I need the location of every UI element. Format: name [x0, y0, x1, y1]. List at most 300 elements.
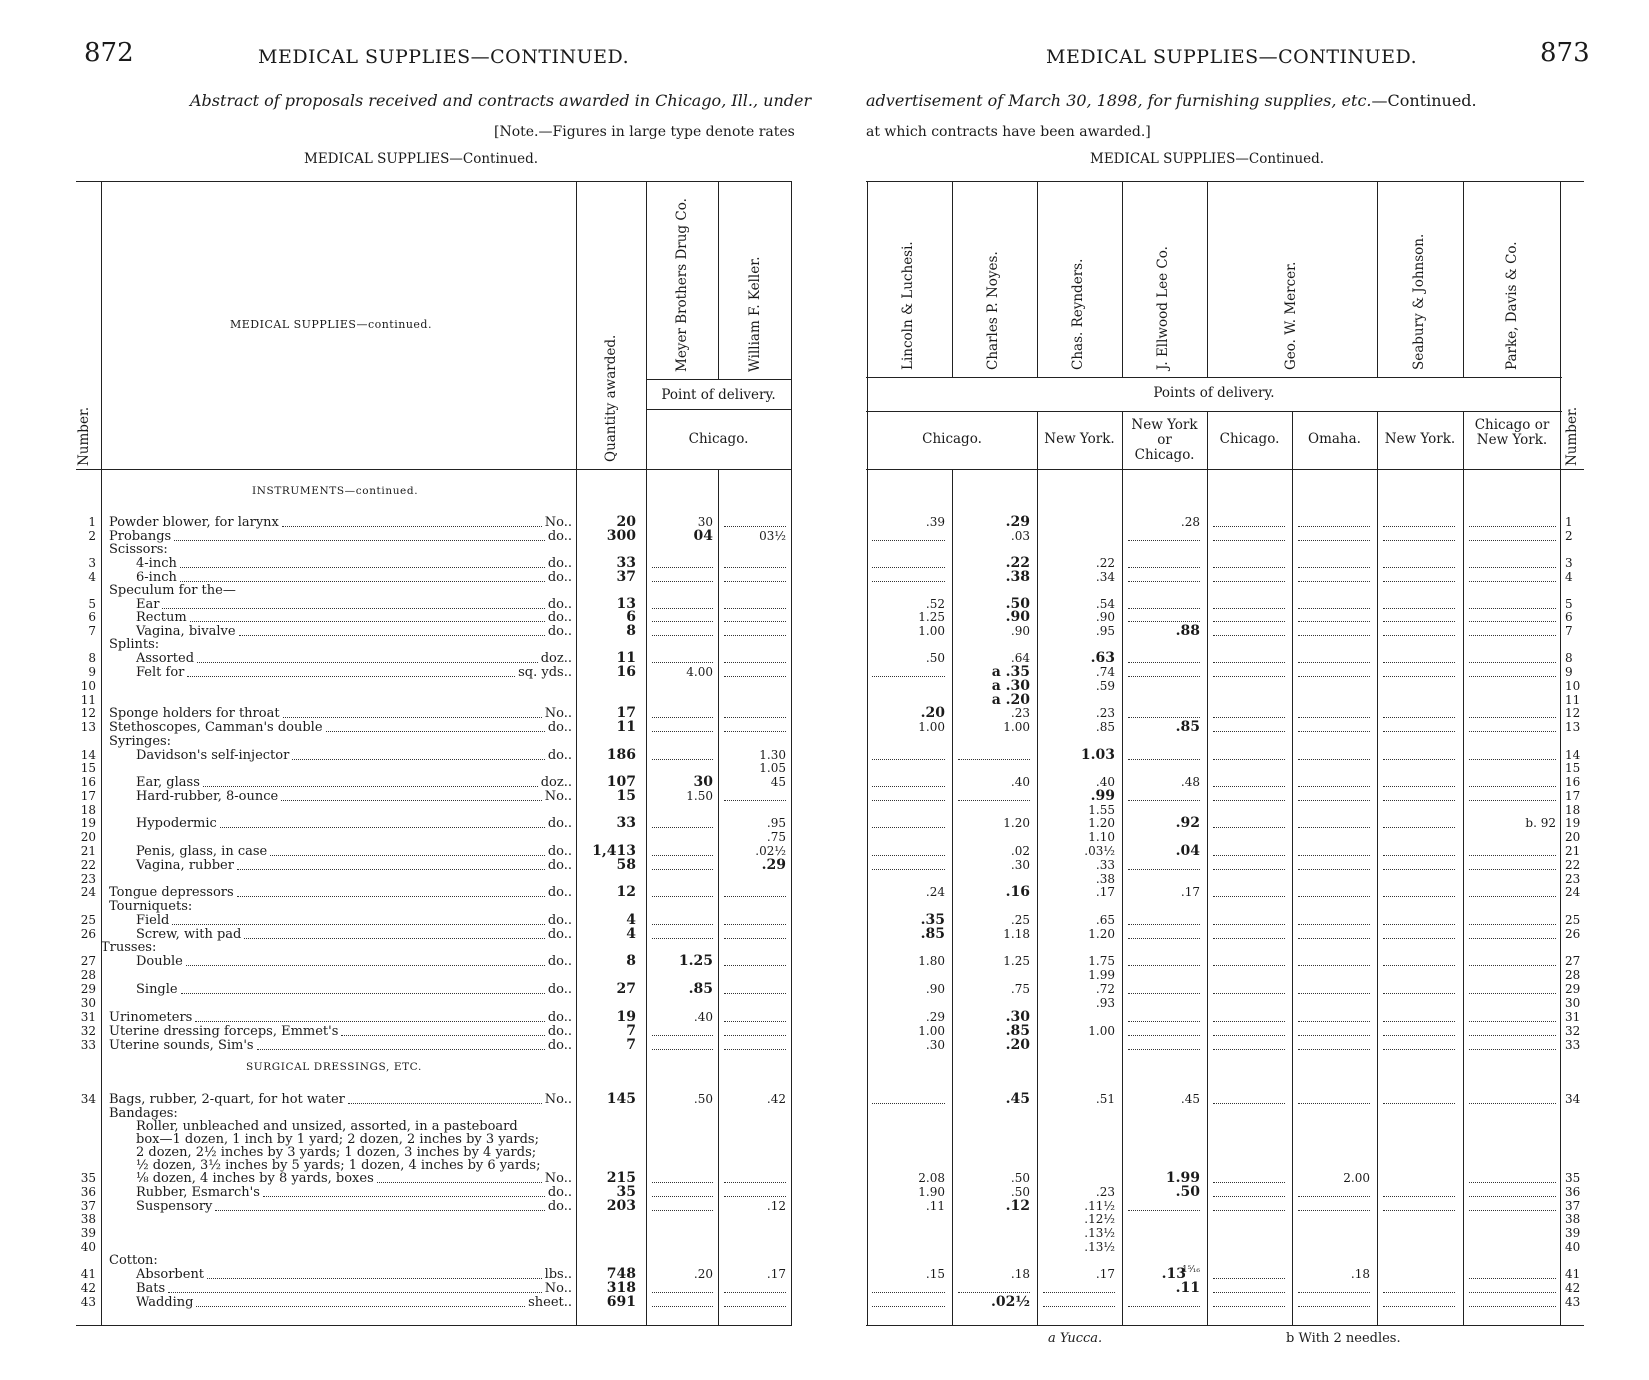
leader-dots [1383, 1021, 1455, 1022]
line-number-right: 17 [1565, 789, 1581, 803]
item-label: Urinometers [109, 1010, 193, 1025]
leader-dots [203, 786, 538, 787]
item-unit: do.. [547, 927, 572, 942]
bid-value: .48 [1180, 775, 1200, 789]
point-6: Chicago or New York. [1474, 417, 1550, 448]
line-number-left: 30 [80, 996, 96, 1010]
leader-dots [341, 1035, 544, 1036]
leader-dots [162, 608, 544, 609]
quantity-value: 19 [616, 1009, 636, 1025]
bidder-lee: J. Ellwood Lee Co. [1155, 246, 1171, 370]
leader-dots [1298, 1306, 1370, 1307]
leader-dots [872, 1103, 945, 1104]
bid-value: .30 [925, 1038, 945, 1052]
bid-value: 1⁵⁄₁₆ [1181, 1265, 1200, 1275]
leader-dots [1298, 540, 1370, 541]
item-label: box—1 dozen, 1 inch by 1 yard; 2 dozen, 2 inches by 3 yards; [136, 1132, 539, 1147]
bid-value: 1.03 [1080, 747, 1115, 763]
bid-value: 1.18 [1003, 927, 1030, 941]
item-label: Trusses: [101, 940, 157, 955]
item-unit: do.. [547, 1185, 572, 1200]
leader-dots [1213, 993, 1285, 994]
leader-dots [1128, 924, 1200, 925]
bid-value: .11 [1175, 1280, 1200, 1296]
leader-dots [652, 621, 713, 622]
leader-dots [1213, 786, 1285, 787]
line-number-left: 42 [80, 1281, 96, 1295]
item-label: Davidson's self-injector [136, 748, 290, 763]
leader-dots [186, 965, 545, 966]
bidder-keller: William F. Keller. [747, 256, 763, 372]
leader-dots [724, 1292, 786, 1293]
bid-value: .11 [925, 1199, 945, 1213]
item-unit: No.. [544, 706, 572, 721]
bid-value: .20 [1005, 1037, 1030, 1053]
leader-dots [1213, 827, 1285, 828]
leader-dots [180, 567, 545, 568]
bid-value: .34 [1095, 570, 1115, 584]
bid-value: 03½ [759, 529, 786, 543]
item-unit: do.. [547, 954, 572, 969]
item-label: Uterine dressing forceps, Emmet's [109, 1024, 339, 1039]
leader-dots [1469, 869, 1556, 870]
item-unit: doz.. [540, 651, 572, 666]
right-subtitle: MEDICAL SUPPLIES—Continued. [1090, 151, 1325, 167]
line-number-left: 29 [80, 982, 96, 996]
leader-dots [724, 1182, 786, 1183]
bid-value: .90 [925, 982, 945, 996]
item-unit: No.. [544, 789, 572, 804]
bid-value: 30 [693, 774, 713, 790]
bid-value: .24 [925, 885, 945, 899]
item-label: Tourniquets: [109, 899, 193, 914]
line-number-left: 6 [88, 610, 96, 624]
leader-dots [1298, 1292, 1370, 1293]
leader-dots [1383, 1196, 1455, 1197]
line-number-right: 18 [1565, 803, 1581, 817]
item-label: ⅛ dozen, 4 inches by 8 yards, boxes [136, 1171, 374, 1186]
leader-dots [1298, 1103, 1370, 1104]
leader-dots [1469, 621, 1556, 622]
item-unit: do.. [547, 570, 572, 585]
point-5: New York. [1384, 431, 1456, 447]
leader-dots [1128, 567, 1200, 568]
leader-dots [1213, 759, 1285, 760]
leader-dots [1383, 827, 1455, 828]
right-note: at which contracts have been awarded.] [866, 124, 1151, 140]
bid-value: 1.55 [1088, 803, 1115, 817]
leader-dots [1298, 827, 1370, 828]
leader-dots [724, 1196, 786, 1197]
item-unit: doz.. [540, 775, 572, 790]
leader-dots [1213, 965, 1285, 966]
line-number-left: 40 [80, 1240, 96, 1254]
leader-dots [724, 717, 786, 718]
bid-value: .17 [1095, 885, 1115, 899]
line-number-right: 10 [1565, 679, 1581, 693]
leader-dots [1469, 567, 1556, 568]
line-number-right: 20 [1565, 830, 1581, 844]
leader-dots [1298, 1196, 1370, 1197]
bid-value: 1.20 [1003, 816, 1030, 830]
leader-dots [724, 1306, 786, 1307]
bid-value: .15 [925, 1267, 945, 1281]
leader-dots [1469, 855, 1556, 856]
leader-dots [1469, 581, 1556, 582]
leader-dots [1213, 938, 1285, 939]
item-unit: do.. [547, 885, 572, 900]
leader-dots [1213, 1021, 1285, 1022]
leader-dots [1128, 662, 1200, 663]
leader-dots [1298, 581, 1370, 582]
footnote-b: b With 2 needles. [1286, 1331, 1401, 1346]
leader-dots [257, 1049, 545, 1050]
leader-dots [872, 1292, 945, 1293]
leader-dots [1469, 993, 1556, 994]
leader-dots [1383, 581, 1455, 582]
leader-dots [1469, 1306, 1556, 1307]
line-number-right: 2 [1565, 529, 1573, 543]
leader-dots [1383, 869, 1455, 870]
line-number-right: 37 [1565, 1199, 1581, 1213]
leader-dots [281, 800, 542, 801]
leader-dots [1298, 717, 1370, 718]
leader-dots [1298, 855, 1370, 856]
bid-value: .42 [766, 1092, 786, 1106]
bid-value: 1.30 [759, 748, 786, 762]
left-intro: Abstract of proposals received and contracts awarded in Chicago, Ill., under [190, 91, 812, 110]
line-number-left: 1 [88, 515, 96, 529]
bid-value: 1.20 [1088, 927, 1115, 941]
leader-dots [652, 855, 713, 856]
line-number-right: 42 [1565, 1281, 1581, 1295]
line-number-right: 34 [1565, 1092, 1581, 1106]
leader-dots [1383, 1049, 1455, 1050]
leader-dots [1043, 1292, 1115, 1293]
leader-dots [1469, 1049, 1556, 1050]
leader-dots [239, 635, 545, 636]
leader-dots [652, 731, 713, 732]
leader-dots [1298, 759, 1370, 760]
leader-dots [652, 662, 713, 663]
quantity-value: 35 [616, 1184, 636, 1200]
point-3: Chicago. [1219, 431, 1280, 447]
bid-value: .59 [1095, 679, 1115, 693]
leader-dots [237, 869, 545, 870]
bid-value: 1.00 [1088, 1024, 1115, 1038]
bidder-mercer: Geo. W. Mercer. [1283, 261, 1299, 370]
leader-dots [1383, 1306, 1455, 1307]
bid-value: .13 [1161, 1266, 1186, 1282]
leader-dots [168, 1292, 542, 1293]
leader-dots [1383, 1035, 1455, 1036]
leader-dots [1128, 1035, 1200, 1036]
leader-dots [1128, 1049, 1200, 1050]
leader-dots [1469, 1103, 1556, 1104]
line-number-right: 35 [1565, 1171, 1581, 1185]
leader-dots [1383, 662, 1455, 663]
leader-dots [872, 676, 945, 677]
line-number-left: 36 [80, 1185, 96, 1199]
left-page-number: 872 [84, 38, 134, 68]
leader-dots [1469, 786, 1556, 787]
leader-dots [1213, 676, 1285, 677]
leader-dots [326, 731, 545, 732]
bid-value: .02½ [991, 1294, 1030, 1310]
line-number-left: 2 [88, 529, 96, 543]
leader-dots [244, 938, 544, 939]
line-number-left: 31 [80, 1010, 96, 1024]
line-number-left: 4 [88, 570, 96, 584]
quantity-value: 7 [626, 1023, 636, 1039]
bid-value: .52 [925, 597, 945, 611]
bid-value: .18 [1350, 1267, 1370, 1281]
line-number-left: 5 [88, 597, 96, 611]
bid-value: .75 [1010, 982, 1030, 996]
leader-dots [1298, 676, 1370, 677]
bid-value: .39 [925, 515, 945, 529]
leader-dots [1213, 855, 1285, 856]
bidder-meyer: Meyer Brothers Drug Co. [674, 198, 690, 372]
item-unit: do.. [547, 1038, 572, 1053]
bid-value: .72 [1095, 982, 1115, 996]
item-label: Uterine sounds, Sim's [109, 1038, 254, 1053]
leader-dots [1298, 567, 1370, 568]
bid-value: b. 92 [1525, 816, 1556, 830]
bid-value: .99 [1090, 788, 1115, 804]
quantity-value: 1,413 [592, 843, 636, 859]
item-label: Bags, rubber, 2-quart, for hot water [109, 1092, 345, 1107]
line-number-left: 22 [80, 858, 96, 872]
left-items-header: MEDICAL SUPPLIES—continued. [230, 318, 432, 331]
item-label: ½ dozen, 3½ inches by 5 yards; 1 dozen, 4 inches by 6 yards; [136, 1158, 541, 1173]
item-unit: No.. [544, 515, 572, 530]
bid-value: .30 [1005, 1009, 1030, 1025]
item-unit: do.. [547, 1024, 572, 1039]
leader-dots [1298, 786, 1370, 787]
right-running-head: MEDICAL SUPPLIES—CONTINUED. [1046, 46, 1418, 68]
leader-dots [348, 1103, 542, 1104]
leader-dots [1128, 621, 1200, 622]
leader-dots [1213, 1306, 1285, 1307]
item-unit: do.. [547, 610, 572, 625]
leader-dots [1213, 1196, 1285, 1197]
line-number-left: 43 [80, 1295, 96, 1309]
leader-dots [1383, 608, 1455, 609]
bid-value: 1.99 [1088, 968, 1115, 982]
line-number-left: 32 [80, 1024, 96, 1038]
item-unit: do.. [547, 529, 572, 544]
item-label: Absorbent [136, 1267, 205, 1282]
leader-dots [724, 621, 786, 622]
line-number-right: 38 [1565, 1212, 1581, 1226]
point-0: Chicago. [922, 431, 982, 447]
leader-dots [1043, 1306, 1115, 1307]
leader-dots [1298, 965, 1370, 966]
bid-value: .40 [693, 1010, 713, 1024]
leader-dots [1469, 800, 1556, 801]
leader-dots [652, 869, 713, 870]
leader-dots [724, 1035, 786, 1036]
bid-value: .04 [1175, 843, 1200, 859]
line-number-left: 18 [80, 803, 96, 817]
leader-dots [1128, 965, 1200, 966]
item-label: Roller, unbleached and unsized, assorted, in a pasteboard [136, 1119, 518, 1134]
bid-value: .50 [1175, 1184, 1200, 1200]
leader-dots [724, 676, 786, 677]
bid-value: .13½ [1084, 1226, 1115, 1240]
leader-dots [1469, 1210, 1556, 1211]
leader-dots [172, 924, 544, 925]
leader-dots [652, 567, 713, 568]
line-number-right: 15 [1565, 761, 1581, 775]
bid-value: 1.00 [918, 624, 945, 638]
quantity-value: 58 [616, 857, 636, 873]
line-number-left: 3 [88, 556, 96, 570]
bid-value: .17 [1095, 1267, 1115, 1281]
line-number-left: 38 [80, 1212, 96, 1226]
line-number-left: 39 [80, 1226, 96, 1240]
bid-value: 1.10 [1088, 830, 1115, 844]
leader-dots [1383, 1103, 1455, 1104]
line-number-left: 41 [80, 1267, 96, 1281]
quantity-value: 11 [616, 650, 636, 666]
item-unit: do.. [547, 913, 572, 928]
line-number-right: 31 [1565, 1010, 1581, 1024]
bid-value: 30 [697, 515, 713, 529]
leader-dots [1469, 635, 1556, 636]
line-number-right: 7 [1565, 624, 1573, 638]
leader-dots [1128, 581, 1200, 582]
leader-dots [1213, 621, 1285, 622]
quantity-value: 15 [616, 788, 636, 804]
quantity-value: 145 [606, 1091, 636, 1107]
item-label: Rectum [136, 610, 187, 625]
leader-dots [724, 581, 786, 582]
item-label: Suspensory [136, 1199, 213, 1214]
bid-value: 1.99 [1165, 1170, 1200, 1186]
leader-dots [724, 1049, 786, 1050]
leader-dots [1213, 924, 1285, 925]
leader-dots [1469, 1196, 1556, 1197]
leader-dots [1298, 993, 1370, 994]
leader-dots [1383, 896, 1455, 897]
bid-value: .16 [1005, 884, 1030, 900]
item-label: Scissors: [109, 542, 168, 557]
item-unit: do.. [547, 597, 572, 612]
line-number-left: 33 [80, 1038, 96, 1052]
leader-dots [197, 662, 538, 663]
bid-value: 1.00 [918, 1024, 945, 1038]
leader-dots [724, 800, 786, 801]
leader-dots [1298, 924, 1370, 925]
bid-value: .50 [1010, 1185, 1030, 1199]
bid-value: a .35 [991, 664, 1030, 680]
bid-value: .29 [1005, 514, 1030, 530]
line-number-right: 8 [1565, 651, 1573, 665]
quantity-value: 37 [616, 569, 636, 585]
bid-value: .92 [1175, 815, 1200, 831]
line-number-left: 7 [88, 624, 96, 638]
leader-dots [1383, 993, 1455, 994]
leader-dots [724, 965, 786, 966]
bid-value: .90 [1010, 624, 1030, 638]
line-number-left: 11 [80, 693, 96, 707]
bid-value: .85 [1095, 720, 1115, 734]
leader-dots [652, 1182, 713, 1183]
bid-value: .65 [1095, 913, 1115, 927]
leader-dots [190, 621, 545, 622]
leader-dots [1213, 896, 1285, 897]
bid-value: .02 [1010, 844, 1030, 858]
line-number-right: 19 [1565, 816, 1581, 830]
line-number-right: 39 [1565, 1226, 1581, 1240]
quantity-value: 748 [606, 1266, 636, 1282]
leader-dots [652, 1049, 713, 1050]
leader-dots [652, 1210, 713, 1211]
bid-value: .74 [1095, 665, 1115, 679]
line-number-right: 21 [1565, 844, 1581, 858]
leader-dots [1469, 717, 1556, 718]
item-label: Stethoscopes, Camman's double [109, 720, 323, 735]
quantity-value: 6 [626, 609, 636, 625]
line-number-right: 22 [1565, 858, 1581, 872]
bid-value: .90 [1005, 609, 1030, 625]
leader-dots [1298, 621, 1370, 622]
item-label: Hard-rubber, 8-ounce [136, 789, 279, 804]
leader-dots [1298, 938, 1370, 939]
leader-dots [1213, 731, 1285, 732]
leader-dots [872, 1306, 945, 1307]
leader-dots [220, 827, 545, 828]
bid-value: 1.25 [678, 953, 713, 969]
line-number-left: 27 [80, 954, 96, 968]
quantity-value: 215 [606, 1170, 636, 1186]
line-number-right: 4 [1565, 570, 1573, 584]
leader-dots [1213, 1292, 1285, 1293]
line-number-left: 10 [80, 679, 96, 693]
item-label: Bats [136, 1281, 166, 1296]
leader-dots [1383, 938, 1455, 939]
item-label: Speculum for the— [109, 583, 236, 598]
item-label: Sponge holders for throat [109, 706, 280, 721]
leader-dots [1128, 608, 1200, 609]
line-number-right: 29 [1565, 982, 1581, 996]
leader-dots [652, 896, 713, 897]
line-number-left: 19 [80, 816, 96, 830]
leader-dots [1383, 1292, 1455, 1293]
bid-value: 1.80 [918, 954, 945, 968]
leader-dots [1298, 731, 1370, 732]
line-number-left: 8 [88, 651, 96, 665]
bid-value: .85 [920, 926, 945, 942]
leader-dots [652, 759, 713, 760]
leader-dots [1213, 581, 1285, 582]
leader-dots [652, 1306, 713, 1307]
leader-dots [1298, 526, 1370, 527]
bidder-seabury: Seabury & Johnson. [1411, 233, 1427, 370]
bid-value: .12½ [1084, 1212, 1115, 1226]
line-number-right: 43 [1565, 1295, 1581, 1309]
line-number-right: 28 [1565, 968, 1581, 982]
bid-value: .90 [1095, 610, 1115, 624]
leader-dots [1383, 567, 1455, 568]
line-number-right: 13 [1565, 720, 1581, 734]
leader-dots [1383, 635, 1455, 636]
leader-dots [1469, 1292, 1556, 1293]
leader-dots [1298, 635, 1370, 636]
leader-dots [872, 827, 945, 828]
